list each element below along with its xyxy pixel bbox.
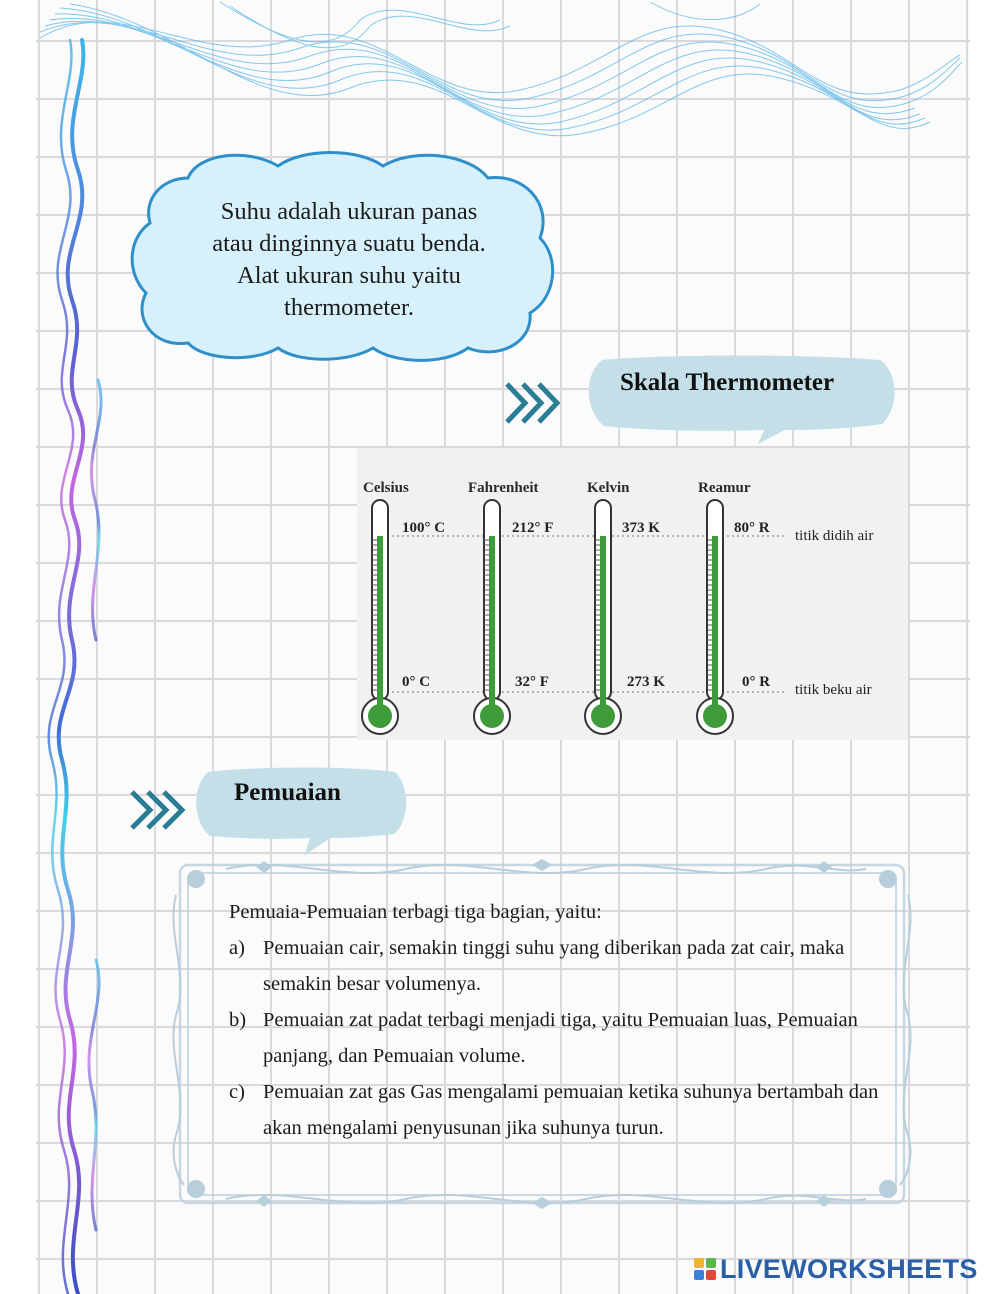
logo-icon [694, 1258, 716, 1280]
thermometer-mercury [600, 536, 606, 708]
thermometer-mercury [489, 536, 495, 708]
liveworksheets-logo [694, 1252, 978, 1286]
scale-title-banner [580, 352, 902, 446]
freezing-value-celsius: 0° C [402, 674, 431, 690]
freezing-value-kelvin: 273 K [627, 674, 665, 690]
boiling-value-celsius: 100° C [402, 520, 446, 536]
list-item-text: Pemuaian zat gas Gas mengalami pemuaian ketika suhunya bertambah dan akan mengalami penyusunan jika suhunya turun. [263, 1081, 879, 1139]
scale-section-title: Skala Thermometer [620, 369, 835, 396]
freezing-value-reamur: 0° R [742, 674, 771, 690]
logo-text: LIVEWORKSHEETS [720, 1253, 978, 1284]
right-margin [970, 0, 1000, 1294]
thermometer-mercury [377, 536, 383, 708]
definition-line: atau dinginnya suatu benda. [212, 230, 486, 257]
definition-text [150, 196, 548, 324]
thermometer-bulb [703, 704, 727, 728]
definition-line: Suhu adalah ukuran panas [220, 198, 478, 225]
list-item [229, 930, 889, 1002]
freezing-point-label: titik beku air [795, 682, 872, 698]
left-margin [0, 0, 36, 1294]
boiling-value-reamur: 80° R [734, 520, 770, 536]
thermometer-mercury [712, 536, 718, 708]
thermometer-bulb [591, 704, 615, 728]
definition-line: Alat ukuran suhu yaitu [237, 262, 461, 289]
definition-line: thermometer. [284, 294, 414, 321]
expansion-content [229, 894, 889, 1146]
thermometer-bulb [368, 704, 392, 728]
freezing-value-fahrenheit: 32° F [515, 674, 549, 690]
list-marker: b) [229, 1009, 247, 1031]
expansion-section-title: Pemuaian [234, 779, 341, 806]
list-item [229, 1002, 889, 1074]
double-chevron-icon [128, 786, 188, 834]
list-item-text: Pemuaian zat padat terbagi menjadi tiga, yaitu Pemuaian luas, Pemuaian panjang, dan Pemuaian volume. [263, 1009, 858, 1067]
boiling-value-kelvin: 373 K [622, 520, 660, 536]
thermometer-bulb [480, 704, 504, 728]
double-chevron-icon [503, 378, 563, 428]
list-marker: a) [229, 937, 245, 959]
thermometer-scales-figure [357, 448, 908, 740]
boiling-value-fahrenheit: 212° F [512, 520, 554, 536]
list-marker: c) [229, 1081, 245, 1103]
scale-name-reamur: Reamur [698, 480, 751, 496]
expansion-intro: Pemuaia-Pemuaian terbagi tiga bagian, yaitu: [229, 901, 602, 923]
scale-name-kelvin: Kelvin [587, 480, 630, 496]
list-item [229, 1074, 889, 1146]
boiling-point-label: titik didih air [795, 528, 874, 544]
scale-name-celsius: Celsius [363, 480, 409, 496]
list-item-text: Pemuaian cair, semakin tinggi suhu yang diberikan pada zat cair, maka semakin besar volumenya. [263, 937, 845, 995]
scale-name-fahrenheit: Fahrenheit [468, 480, 539, 496]
